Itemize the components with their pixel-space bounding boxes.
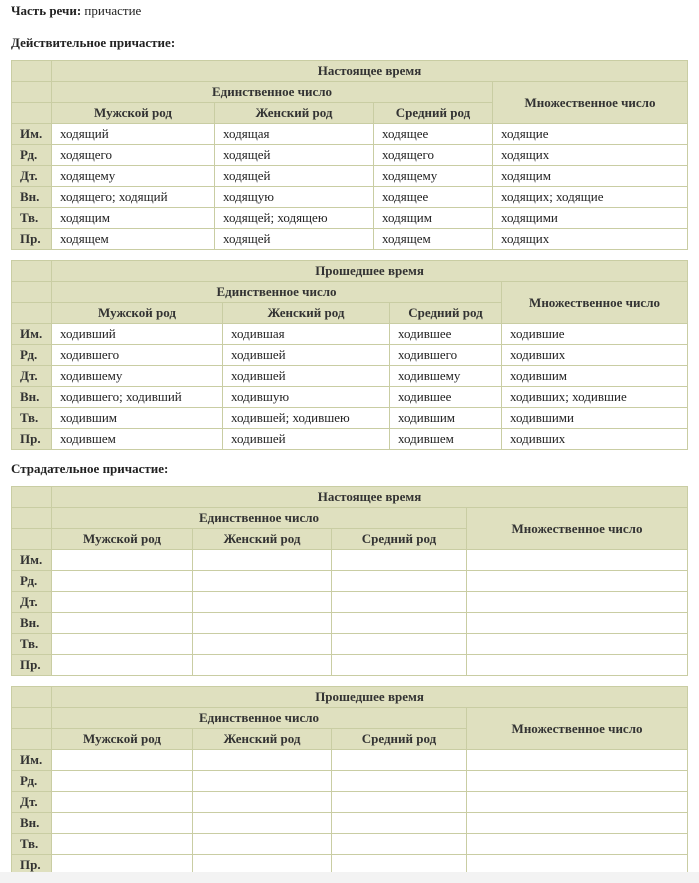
case-label: Рд. — [12, 145, 52, 166]
header-row-tense — [12, 61, 688, 82]
form-cell — [193, 634, 332, 655]
form-cell — [332, 792, 467, 813]
singular-header: Единственное число — [52, 82, 493, 103]
case-label: Вн. — [12, 187, 52, 208]
case-label: Им. — [12, 750, 52, 771]
form-cell — [193, 550, 332, 571]
plural-header: Множественное число — [493, 82, 688, 124]
gender-header: Женский род — [215, 103, 374, 124]
page-bottom-edge — [0, 872, 699, 883]
form-cell — [52, 813, 193, 834]
part-of-speech-value: причастие — [84, 3, 142, 18]
form-cell: ходящие — [493, 124, 688, 145]
passive-present-table — [11, 486, 688, 676]
form-cell: ходящий — [52, 124, 215, 145]
case-label: Дт. — [12, 592, 52, 613]
declension-row — [12, 429, 688, 450]
form-cell — [52, 834, 193, 855]
tense-header: Прошедшее время — [52, 687, 688, 708]
declension-row — [12, 187, 688, 208]
form-cell — [332, 834, 467, 855]
gender-header: Женский род — [223, 303, 390, 324]
form-cell: ходившем — [52, 429, 223, 450]
form-cell: ходившей — [223, 366, 390, 387]
declension-row — [12, 750, 688, 771]
corner-cell — [12, 303, 52, 324]
form-cell — [332, 613, 467, 634]
case-label: Им. — [12, 324, 52, 345]
active-present-table — [11, 60, 688, 250]
form-cell: ходящей — [215, 145, 374, 166]
form-cell — [193, 571, 332, 592]
form-cell: ходящим — [493, 166, 688, 187]
form-cell: ходившими — [502, 408, 688, 429]
form-cell — [467, 571, 688, 592]
form-cell: ходящего — [374, 145, 493, 166]
singular-header: Единственное число — [52, 708, 467, 729]
declension-row — [12, 592, 688, 613]
corner-cell — [12, 261, 52, 282]
form-cell: ходившем — [390, 429, 502, 450]
gender-header: Женский род — [193, 529, 332, 550]
form-cell: ходящих; ходящие — [493, 187, 688, 208]
form-cell — [52, 592, 193, 613]
form-cell: ходившие — [502, 324, 688, 345]
form-cell — [52, 613, 193, 634]
case-label: Пр. — [12, 229, 52, 250]
form-cell: ходящее — [374, 187, 493, 208]
form-cell: ходящим — [374, 208, 493, 229]
plural-header: Множественное число — [467, 708, 688, 750]
corner-cell — [12, 729, 52, 750]
form-cell: ходящим — [52, 208, 215, 229]
gender-header: Мужской род — [52, 303, 223, 324]
form-cell: ходивших — [502, 429, 688, 450]
corner-cell — [12, 687, 52, 708]
case-label: Дт. — [12, 792, 52, 813]
form-cell: ходившей — [223, 345, 390, 366]
declension-row — [12, 408, 688, 429]
form-cell: ходившего; ходивший — [52, 387, 223, 408]
declension-row — [12, 124, 688, 145]
form-cell: ходящих — [493, 145, 688, 166]
tense-header: Настоящее время — [52, 61, 688, 82]
case-label: Дт. — [12, 366, 52, 387]
form-cell — [332, 592, 467, 613]
passive-past-table — [11, 686, 688, 876]
form-cell — [467, 813, 688, 834]
form-cell: ходящего — [52, 145, 215, 166]
tense-header: Прошедшее время — [52, 261, 688, 282]
case-label: Вн. — [12, 387, 52, 408]
form-cell: ходившее — [390, 324, 502, 345]
case-label: Пр. — [12, 855, 52, 876]
form-cell — [467, 771, 688, 792]
gender-header: Средний род — [390, 303, 502, 324]
form-cell: ходящая — [215, 124, 374, 145]
form-cell: ходивший — [52, 324, 223, 345]
form-cell — [467, 834, 688, 855]
form-cell — [193, 834, 332, 855]
part-of-speech-line — [11, 3, 141, 19]
corner-cell — [12, 82, 52, 103]
plural-header: Множественное число — [467, 508, 688, 550]
declension-row — [12, 550, 688, 571]
form-cell: ходившей; ходившею — [223, 408, 390, 429]
form-cell — [332, 550, 467, 571]
corner-cell — [12, 61, 52, 82]
case-label: Рд. — [12, 345, 52, 366]
declension-row — [12, 792, 688, 813]
header-row-number — [12, 82, 688, 103]
form-cell — [193, 813, 332, 834]
header-row-number — [12, 282, 688, 303]
case-label: Тв. — [12, 208, 52, 229]
form-cell — [193, 592, 332, 613]
form-cell: ходящей — [215, 166, 374, 187]
form-cell: ходившего — [390, 345, 502, 366]
form-cell: ходивших; ходившие — [502, 387, 688, 408]
declension-row — [12, 634, 688, 655]
form-cell: ходившим — [390, 408, 502, 429]
form-cell: ходящими — [493, 208, 688, 229]
form-cell: ходящему — [52, 166, 215, 187]
declension-row — [12, 229, 688, 250]
header-row-number — [12, 508, 688, 529]
declension-row — [12, 571, 688, 592]
declension-row — [12, 145, 688, 166]
case-label: Вн. — [12, 613, 52, 634]
declension-row — [12, 834, 688, 855]
case-label: Тв. — [12, 408, 52, 429]
declension-row — [12, 813, 688, 834]
form-cell: ходящую — [215, 187, 374, 208]
case-label: Пр. — [12, 655, 52, 676]
form-cell — [52, 750, 193, 771]
form-cell: ходившее — [390, 387, 502, 408]
case-label: Им. — [12, 550, 52, 571]
form-cell — [332, 750, 467, 771]
case-label: Дт. — [12, 166, 52, 187]
case-label: Пр. — [12, 429, 52, 450]
active-past-table — [11, 260, 688, 450]
form-cell — [193, 613, 332, 634]
corner-cell — [12, 487, 52, 508]
active-participle-heading: Действительное причастие: — [11, 35, 176, 50]
declension-row — [12, 366, 688, 387]
header-row-tense — [12, 487, 688, 508]
form-cell: ходившему — [52, 366, 223, 387]
form-cell — [52, 550, 193, 571]
form-cell: ходящего; ходящий — [52, 187, 215, 208]
form-cell: ходящее — [374, 124, 493, 145]
form-cell: ходившему — [390, 366, 502, 387]
singular-header: Единственное число — [52, 508, 467, 529]
form-cell: ходившей — [223, 429, 390, 450]
form-cell — [467, 613, 688, 634]
form-cell — [52, 771, 193, 792]
declension-row — [12, 345, 688, 366]
corner-cell — [12, 708, 52, 729]
singular-header: Единственное число — [52, 282, 502, 303]
form-cell — [467, 792, 688, 813]
case-label: Вн. — [12, 813, 52, 834]
form-cell — [193, 750, 332, 771]
form-cell: ходившая — [223, 324, 390, 345]
gender-header: Средний род — [332, 529, 467, 550]
form-cell: ходившим — [52, 408, 223, 429]
form-cell: ходящих — [493, 229, 688, 250]
gender-header: Женский род — [193, 729, 332, 750]
gender-header: Средний род — [332, 729, 467, 750]
header-row-tense — [12, 687, 688, 708]
declension-row — [12, 387, 688, 408]
form-cell: ходившего — [52, 345, 223, 366]
gender-header: Средний род — [374, 103, 493, 124]
case-label: Рд. — [12, 771, 52, 792]
form-cell — [467, 550, 688, 571]
form-cell: ходящему — [374, 166, 493, 187]
form-cell: ходившую — [223, 387, 390, 408]
form-cell — [332, 655, 467, 676]
declension-row — [12, 655, 688, 676]
gender-header: Мужской род — [52, 729, 193, 750]
form-cell — [193, 792, 332, 813]
gender-header: Мужской род — [52, 529, 193, 550]
declension-row — [12, 166, 688, 187]
header-row-number — [12, 708, 688, 729]
form-cell: ходивших — [502, 345, 688, 366]
case-label: Им. — [12, 124, 52, 145]
form-cell — [332, 813, 467, 834]
tense-header: Настоящее время — [52, 487, 688, 508]
form-cell — [52, 571, 193, 592]
form-cell — [332, 634, 467, 655]
form-cell — [332, 771, 467, 792]
form-cell — [193, 771, 332, 792]
passive-participle-heading: Страдательное причастие: — [11, 461, 169, 476]
declension-row — [12, 771, 688, 792]
form-cell: ходящей — [215, 229, 374, 250]
form-cell: ходящей; ходящею — [215, 208, 374, 229]
form-cell — [467, 750, 688, 771]
form-cell — [52, 655, 193, 676]
case-label: Тв. — [12, 634, 52, 655]
declension-row — [12, 613, 688, 634]
form-cell — [332, 571, 467, 592]
declension-row — [12, 324, 688, 345]
form-cell — [467, 655, 688, 676]
header-row-tense — [12, 261, 688, 282]
form-cell: ходившим — [502, 366, 688, 387]
form-cell — [467, 592, 688, 613]
corner-cell — [12, 529, 52, 550]
case-label: Тв. — [12, 834, 52, 855]
corner-cell — [12, 508, 52, 529]
form-cell — [52, 634, 193, 655]
form-cell — [193, 655, 332, 676]
corner-cell — [12, 282, 52, 303]
form-cell: ходящем — [374, 229, 493, 250]
corner-cell — [12, 103, 52, 124]
part-of-speech-label: Часть речи: — [11, 3, 82, 18]
gender-header: Мужской род — [52, 103, 215, 124]
case-label: Рд. — [12, 571, 52, 592]
form-cell: ходящем — [52, 229, 215, 250]
form-cell — [52, 792, 193, 813]
plural-header: Множественное число — [502, 282, 688, 324]
declension-row — [12, 208, 688, 229]
form-cell — [467, 634, 688, 655]
